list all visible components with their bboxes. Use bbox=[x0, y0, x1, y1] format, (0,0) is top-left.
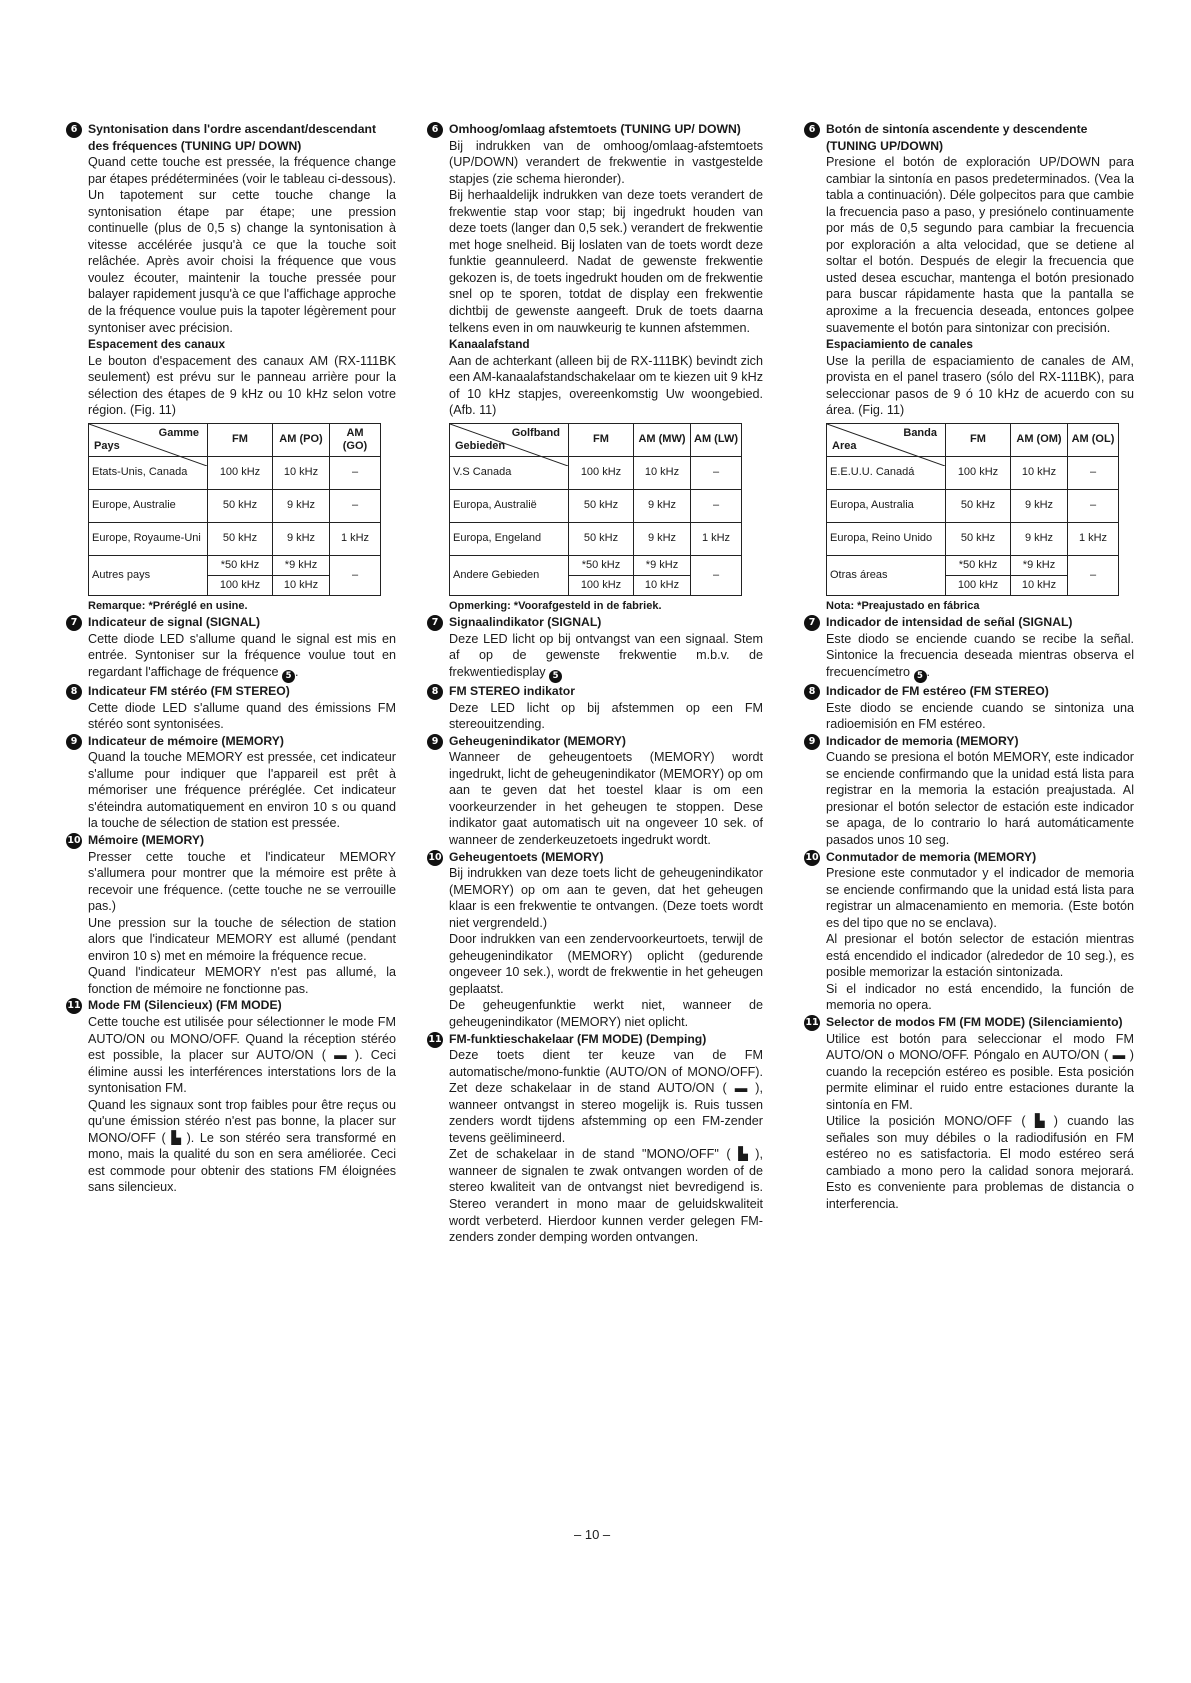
table-row: 100 kHz 10 kHz bbox=[450, 575, 742, 595]
number-badge: 7 bbox=[66, 615, 82, 631]
table-row: E.E.U.U. Canadá 100 kHz 10 kHz – bbox=[827, 456, 1119, 489]
section-text: Aan de achterkant (alleen bij de RX-111BK) bevindt zich een AM-kanaalafstandschakelaar om te kiezen uit 9 kHz of 10 kHz stapjes, overeenkomstig Uw woongebied. (Afb. 11) bbox=[449, 353, 763, 418]
section-title: Geheugenindikator (MEMORY) bbox=[449, 733, 626, 748]
column-header: AM (MW) bbox=[634, 423, 691, 456]
section-title: Omhoog/omlaag afstemtoets (TUNING UP/ DOWN) bbox=[449, 122, 741, 136]
number-badge: 11 bbox=[66, 998, 82, 1014]
section-memory bbox=[427, 849, 763, 1031]
section-text: Bij indrukken van deze toets licht de geheugenindikator (MEMORY) op om aan te geven, dat het geheugen klaar is een frekwentie te ontvangen. (Deze toets wordt niet vergrendeld.) bbox=[449, 866, 763, 930]
section-text: Cette diode LED s'allume quand le signal est mis en entrée. Syntoniser sur la fréquence voulue tout en regardant l'affichage de fréquence bbox=[88, 631, 396, 680]
section-fm-mode bbox=[427, 1031, 763, 1246]
number-badge: 10 bbox=[66, 833, 82, 849]
table-row: Europe, Australie 50 kHz 9 kHz – bbox=[89, 489, 381, 522]
column-header: FM bbox=[946, 423, 1011, 456]
section-text: Wanneer de geheugentoets (MEMORY) wordt ingedrukt, licht de geheugenindikator (MEMORY) op om aan te geven dat het toestel klaar is om een voorkeurzender in het geheugen te stoppen. Dese indikator gaat automatisch uit na ongeveer 10 sek. of wanneer de zenderkeuzetoets ingedrukt wordt. bbox=[449, 750, 763, 847]
table-row: Europe, Royaume-Uni 50 kHz 9 kHz 1 kHz bbox=[89, 522, 381, 555]
column-spanish bbox=[804, 121, 1134, 1213]
column-header: AM (GO) bbox=[330, 423, 381, 456]
subheading: Kanaalafstand bbox=[449, 337, 530, 352]
section-text: Si el indicador no está encendido, la función de memoria no opera. bbox=[826, 981, 1134, 1013]
section-text: Este diodo se enciende cuando se recibe la señal. Sintonice la frecuencia deseada mientras observa el frecuencímetro bbox=[826, 631, 1134, 680]
reference-badge: 5 bbox=[282, 670, 295, 683]
number-badge: 9 bbox=[427, 734, 443, 750]
section-tuning-up-down bbox=[66, 121, 396, 419]
number-badge: 10 bbox=[804, 850, 820, 866]
section-text: Door indrukken van een zendervoorkeurtoets, terwijl de geheugenindikator (MEMORY) oplicht (gedurende ongeveer 10 sek.), wordt de frekwentie in het geheugen geplaatst. bbox=[449, 932, 763, 996]
table-corner-header: Golfband Gebieden bbox=[450, 423, 569, 456]
section-text: Presser cette touche et l'indicateur MEMORY s'allumera pour montrer que la mémoire est prête à recevoir une fréquence. (cette touche ne se verrouille pas.) bbox=[88, 849, 396, 914]
section-title: Indicateur FM stéréo (FM STEREO) bbox=[88, 684, 290, 699]
reference-badge: 5 bbox=[914, 670, 927, 683]
number-badge: 7 bbox=[427, 615, 443, 631]
section-memory bbox=[804, 849, 1134, 1014]
section-text: Quand l'indicateur MEMORY n'est pas allumé, la fonction de mémoire ne fonctionne pas. bbox=[88, 965, 396, 996]
section-title: Syntonisation dans l'ordre ascendant/descendant des fréquences (TUNING UP/ DOWN) bbox=[88, 122, 377, 153]
table-note: Nota: *Preajustado en fábrica bbox=[826, 599, 980, 612]
table-row: 100 kHz 10 kHz bbox=[827, 575, 1119, 595]
section-fm-mode bbox=[804, 1014, 1134, 1213]
column-header: AM (LW) bbox=[691, 423, 742, 456]
section-memory-indicator bbox=[804, 733, 1134, 849]
table-row: Europa, Australia 50 kHz 9 kHz – bbox=[827, 489, 1119, 522]
section-text: Cuando se presiona el botón MEMORY, este indicador se enciende confirmando que la unidad está lista para registrar en la memoria la estación preajustada. Al presionar el botón selector de estación este indicador se apaga, de lo contrario lo hará automáticamente pasados unos 10 seg. bbox=[826, 750, 1134, 847]
number-badge: 6 bbox=[66, 122, 82, 138]
section-text: Este diodo se enciende cuando se sintoniza una radioemisión en FM estéreo. bbox=[826, 700, 1134, 732]
column-header: AM (OM) bbox=[1011, 423, 1068, 456]
frequency-step-table bbox=[88, 423, 381, 596]
table-row: Europa, Engeland 50 kHz 9 kHz 1 kHz bbox=[450, 522, 742, 555]
section-title: Selector de modos FM (FM MODE) (Silenciamiento) bbox=[826, 1014, 1123, 1029]
section-heading bbox=[66, 121, 396, 154]
column-header: AM (PO) bbox=[273, 423, 330, 456]
section-title: Indicateur de signal (SIGNAL) bbox=[88, 615, 260, 630]
section-tuning-up-down bbox=[427, 121, 763, 419]
table-row: Andere Gebieden *50 kHz *9 kHz – bbox=[450, 555, 742, 575]
section-text: Presione este conmutador y el indicador de memoria se enciende confirmando que la unidad está lista para registrar un almacenamiento en memoria. (Este botón es del tipo que no se enclava). bbox=[826, 866, 1134, 930]
section-text: Deze toets dient ter keuze van de FM automatische/mono-funktie (AUTO/ON of MONO/OFF). Zet deze schakelaar in de stand AUTO/ON ( ▬ ), wanneer ontvangst in stereo mogelijk is. Ruis tussen zenders wordt tijdens afstemming op een FM-zender tevens geëlimineerd. bbox=[449, 1048, 763, 1145]
section-signal bbox=[427, 614, 763, 683]
table-row: V.S Canada 100 kHz 10 kHz – bbox=[450, 456, 742, 489]
section-fm-stereo bbox=[804, 683, 1134, 733]
section-text: Quand la touche MEMORY est pressée, cet indicateur s'allume pour indiquer que l'appareil est prêt à mémoriser une fréquence préréglée. Cet indicateur s'éteindra automatiquement en environ 10 s ou quand la touche de sélection de station est pressée. bbox=[88, 750, 396, 831]
number-badge: 9 bbox=[804, 734, 820, 750]
table-row: Etats-Unis, Canada 100 kHz 10 kHz – bbox=[89, 456, 381, 489]
frequency-step-table bbox=[449, 423, 742, 596]
number-badge: 8 bbox=[66, 684, 82, 700]
section-title: Indicador de FM estéreo (FM STEREO) bbox=[826, 684, 1049, 699]
number-badge: 8 bbox=[427, 684, 443, 700]
section-text: Deze LED licht op bij ontvangst van een signaal. Stem af op de gewenste frekwentie m.b.v. de frekwentiedisplay bbox=[449, 631, 763, 680]
column-dutch bbox=[427, 121, 763, 1246]
section-title: FM STEREO indikator bbox=[449, 684, 575, 699]
section-fm-stereo bbox=[66, 683, 396, 733]
number-badge: 11 bbox=[427, 1032, 443, 1048]
table-row: Autres pays *50 kHz *9 kHz – bbox=[89, 555, 381, 575]
section-text: Bij herhaaldelijk indrukken van deze toets verandert de frekwentie stap voor stap; bij ingedrukt houden van deze toets (langer dan 0,5 sek.) verandert de frekwentie met hoge snelheid. Bij loslaten van de toets wordt deze funktie geannuleerd. Nadat de gewenste frekwentie gekozen is, de toets ingedrukt houden om de frekwentie snel op te sporen, totdat de display een frekwentie dichtbij de gewenste aangeeft. Druk de toets daarna telkens even in om nauwkeurig te kunnen afstemmen. bbox=[449, 188, 763, 335]
number-badge: 11 bbox=[804, 1015, 820, 1031]
section-title: Geheugentoets (MEMORY) bbox=[449, 849, 604, 864]
reference-badge: 5 bbox=[549, 670, 562, 683]
section-text: Utilice la posición MONO/OFF ( ▙ ) cuando las señales son muy débiles o la radiodifusión en FM estéreo no es satisfactoria. El modo estéreo será cambiado a mono pero la calidad sonora mejorará. Esto es conveniente para problemas de distancia o interferencia. bbox=[826, 1114, 1134, 1211]
section-title: Conmutador de memoria (MEMORY) bbox=[826, 849, 1037, 864]
section-memory-indicator bbox=[66, 733, 396, 832]
section-memory bbox=[66, 832, 396, 997]
page-number: – 10 – bbox=[574, 1527, 611, 1542]
table-row: Otras áreas *50 kHz *9 kHz – bbox=[827, 555, 1119, 575]
number-badge: 10 bbox=[427, 850, 443, 866]
section-text: Quand les signaux sont trop faibles pour être reçus ou qu'une émission stéréo n'est pas bonne, la placer sur MONO/OFF ( ▙ ). Le son stéréo sera transformé en mono, mais la qualité du son en sera améliorée. Ceci est commode pour obtenir des stations FM éloignées sans silencieux. bbox=[88, 1097, 396, 1195]
column-french bbox=[66, 121, 396, 1196]
column-header: FM bbox=[208, 423, 273, 456]
table-note: Opmerking: *Voorafgesteld in de fabriek. bbox=[449, 599, 662, 612]
section-signal: 7 Indicador de intensidad de señal (SIGNAL) Este diodo se enciende cuando se recibe la señal. Sintonice la frecuencia deseada mientras observa el frecuencímetro 5 . bbox=[804, 614, 1134, 683]
number-badge: 8 bbox=[804, 684, 820, 700]
section-fm-stereo bbox=[427, 683, 763, 733]
section-tuning-up-down bbox=[804, 121, 1134, 419]
section-text: Presione el botón de exploración UP/DOWN para cambiar la sintonía en pasos predeterminados. (Vea la tabla a continuación). Déle golpecitos para que cambie la frecuencia paso a paso, y presiónelo continuamente por más de 0,5 segundo para cambiar la frecuencia por exploración a alta velocidad, que se detiene al soltar el botón. Después de elegir la frecuencia que usted desea escuchar, mantenga el botón presionado para buscar rápidamente hasta que la pantalla se aproxime a la frecuencia deseada, entonces golpee suavemente el botón para sintonizar con precisión. bbox=[826, 155, 1134, 335]
subheading: Espaciamiento de canales bbox=[826, 337, 973, 352]
table-row: Europa, Reino Unido 50 kHz 9 kHz 1 kHz bbox=[827, 522, 1119, 555]
section-text: Utilice est botón para seleccionar el modo FM AUTO/ON o MONO/OFF. Póngalo en AUTO/ON ( ▬ ) cuando la recepción estéreo es posible. Esta posición permite eliminar el ruido entre estaciones durante la sintonía en FM. bbox=[826, 1031, 1134, 1112]
table-row: Europa, Australië 50 kHz 9 kHz – bbox=[450, 489, 742, 522]
section-text: De geheugenfunktie werkt niet, wanneer de geheugenindikator (MEMORY) niet oplicht. bbox=[449, 998, 763, 1029]
section-title: Signaalindikator (SIGNAL) bbox=[449, 615, 602, 630]
number-badge: 6 bbox=[427, 122, 443, 138]
section-signal: 7 Indicateur de signal (SIGNAL) Cette diode LED s'allume quand le signal est mis en entrée. Syntoniser sur la fréquence voulue tout en regardant l'affichage de fréquence 5 . bbox=[66, 614, 396, 683]
table-note: Remarque: *Préréglé en usine. bbox=[88, 599, 248, 612]
section-title: Mode FM (Silencieux) (FM MODE) bbox=[88, 998, 282, 1013]
column-header: FM bbox=[569, 423, 634, 456]
column-header: AM (OL) bbox=[1068, 423, 1119, 456]
section-title: Indicador de memoria (MEMORY) bbox=[826, 733, 1019, 748]
number-badge: 9 bbox=[66, 734, 82, 750]
section-text: Quand cette touche est pressée, la fréquence change par étapes prédéterminées (voir le tableau ci-dessous). Un tapotement sur cette touche change la syntonisation étape par étape; une pression continuelle (plus de 0,5 s) change la syntonisation à vitesse accélérée jusqu'à ce que la touche soit relâchée. Après avoir choisi la fréquence que vous voulez écouter, maintenir la touche pressée pour balayer rapidement jusqu'à ce que l'affichage approche de la fréquence voulue puis la tapoter légèrement pour syntoniser avec précision. bbox=[88, 155, 397, 335]
table-corner-header: Banda Area bbox=[827, 423, 946, 456]
section-text: Al presionar el botón selector de estación mientras está encendido el indicador (alrededor de 10 seg.), es posible memorizar la estación sintonizada. bbox=[826, 932, 1134, 980]
section-text: Deze LED licht op bij afstemmen op een FM stereouitzending. bbox=[449, 700, 763, 732]
section-title: Mémoire (MEMORY) bbox=[88, 832, 205, 847]
section-memory-indicator bbox=[427, 733, 763, 849]
subheading: Espacement des canaux bbox=[88, 337, 226, 352]
section-text: Bij indrukken van de omhoog/omlaag-afstemtoets (UP/DOWN) verandert de frekwentie in vastgestelde stapjes (zie schema hieronder). bbox=[449, 138, 763, 186]
section-text: Cette diode LED s'allume quand des émissions FM stéréo sont syntonisées. bbox=[88, 700, 396, 732]
section-text: Use la perilla de espaciamiento de canales de AM, provista en el panel trasero (sólo del RX-111BK), para seleccionar pasos de 9 ó 10 kHz de acuerdo con su área. (Fig. 11) bbox=[826, 353, 1134, 418]
section-title: FM-funktieschakelaar (FM MODE) (Demping) bbox=[449, 1031, 707, 1046]
section-title: Indicateur de mémoire (MEMORY) bbox=[88, 733, 284, 748]
section-text: Cette touche est utilisée pour sélectionner le mode FM AUTO/ON ou MONO/OFF. Quand la réception stéréo est possible, la placer sur AUTO/ON ( ▬ ). Ceci élimine aussi les interférences interstations lors de la syntonisation FM. bbox=[88, 1014, 396, 1096]
section-title: Indicador de intensidad de señal (SIGNAL) bbox=[826, 615, 1073, 630]
number-badge: 6 bbox=[804, 122, 820, 138]
section-fm-mode bbox=[66, 997, 396, 1196]
section-text: Une pression sur la touche de sélection de station alors que l'indicateur MEMORY est allumé (pendant environ 10 s) met en mémoire la fréquence recue. bbox=[88, 915, 396, 963]
section-text: Zet de schakelaar in de stand "MONO/OFF" ( ▙ ), wanneer de signalen te zwak ontvangen worden of de stereo kwaliteit van de ontvangst niet bevredigend is. Stereo verandert in mono maar de geluidskwaliteit wordt verbeterd. Hierdoor kunnen verder gelegen FM-zenders zonder demping worden ontvangen. bbox=[449, 1147, 763, 1245]
section-title: Botón de sintonía ascendente y descendente (TUNING UP/DOWN) bbox=[826, 122, 1088, 153]
frequency-step-table bbox=[826, 423, 1119, 596]
number-badge: 7 bbox=[804, 615, 820, 631]
section-text: Le bouton d'espacement des canaux AM (RX-111BK seulement) est prévu sur le panneau arrière pour la sélection des étapes de 9 kHz ou 10 kHz selon votre région. (Fig. 11) bbox=[88, 353, 396, 418]
table-row: 100 kHz 10 kHz bbox=[89, 575, 381, 595]
table-corner-header: Gamme Pays bbox=[89, 423, 208, 456]
